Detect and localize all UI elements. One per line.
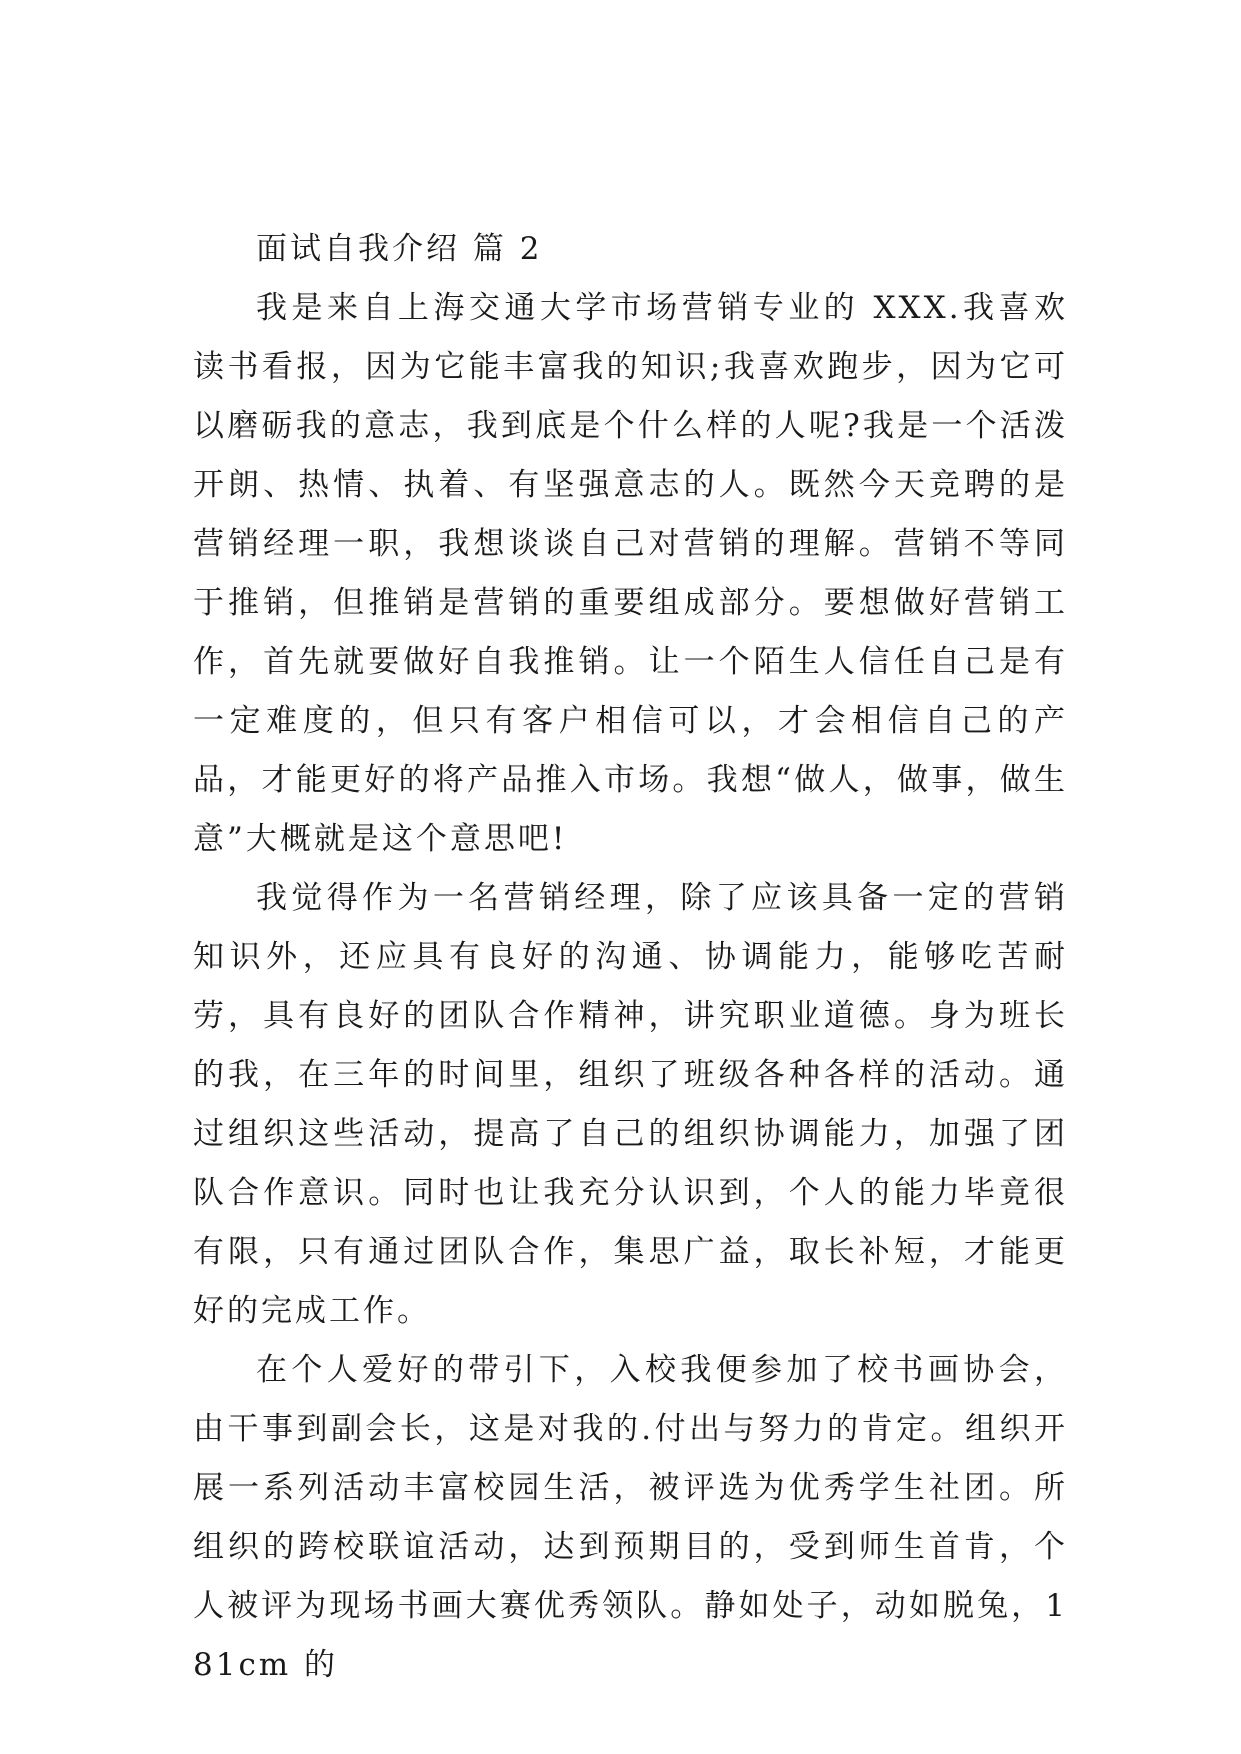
paragraph-2: 我觉得作为一名营销经理，除了应该具备一定的营销知识外，还应具有良好的沟通、协调能力，能够吃苦耐劳，具有良好的团队合作精神，讲究职业道德。身为班长的我，在三年的时间里，组织了班级各种各样的活动。通过组织这些活动，提高了自己的组织协调能力，加强了团队合作意识。同时也让我充分认识到，个人的能力毕竟很有限，只有通过团队合作，集思广益，取长补短，才能更好的完成工作。 [193, 880, 1068, 1329]
document-body [193, 220, 1068, 1695]
section-heading: 面试自我介绍 篇 2 [256, 231, 543, 267]
paragraph-3: 在个人爱好的带引下，入校我便参加了校书画协会，由干事到副会长，这是对我的.付出与努力的肯定。组织开展一系列活动丰富校园生活，被评选为优秀学生社团。所组织的跨校联谊活动，达到预期目的，受到师生首肯，个人被评为现场书画大赛优秀领队。静如处子，动如脱兔，181cm 的 [193, 1352, 1068, 1683]
paragraph-1: 我是来自上海交通大学市场营销专业的 XXX.我喜欢读书看报，因为它能丰富我的知识;我喜欢跑步，因为它可以磨砺我的意志，我到底是个什么样的人呢?我是一个活泼开朗、热情、执着、有坚强意志的人。既然今天竞聘的是营销经理一职，我想谈谈自己对营销的理解。营销不等同于推销，但推销是营销的重要组成部分。要想做好营销工作，首先就要做好自我推销。让一个陌生人信任自己是有一定难度的，但只有客户相信可以，才会相信自己的产品，才能更好的将产品推入市场。我想“做人，做事，做生意”大概就是这个意思吧! [193, 290, 1068, 857]
